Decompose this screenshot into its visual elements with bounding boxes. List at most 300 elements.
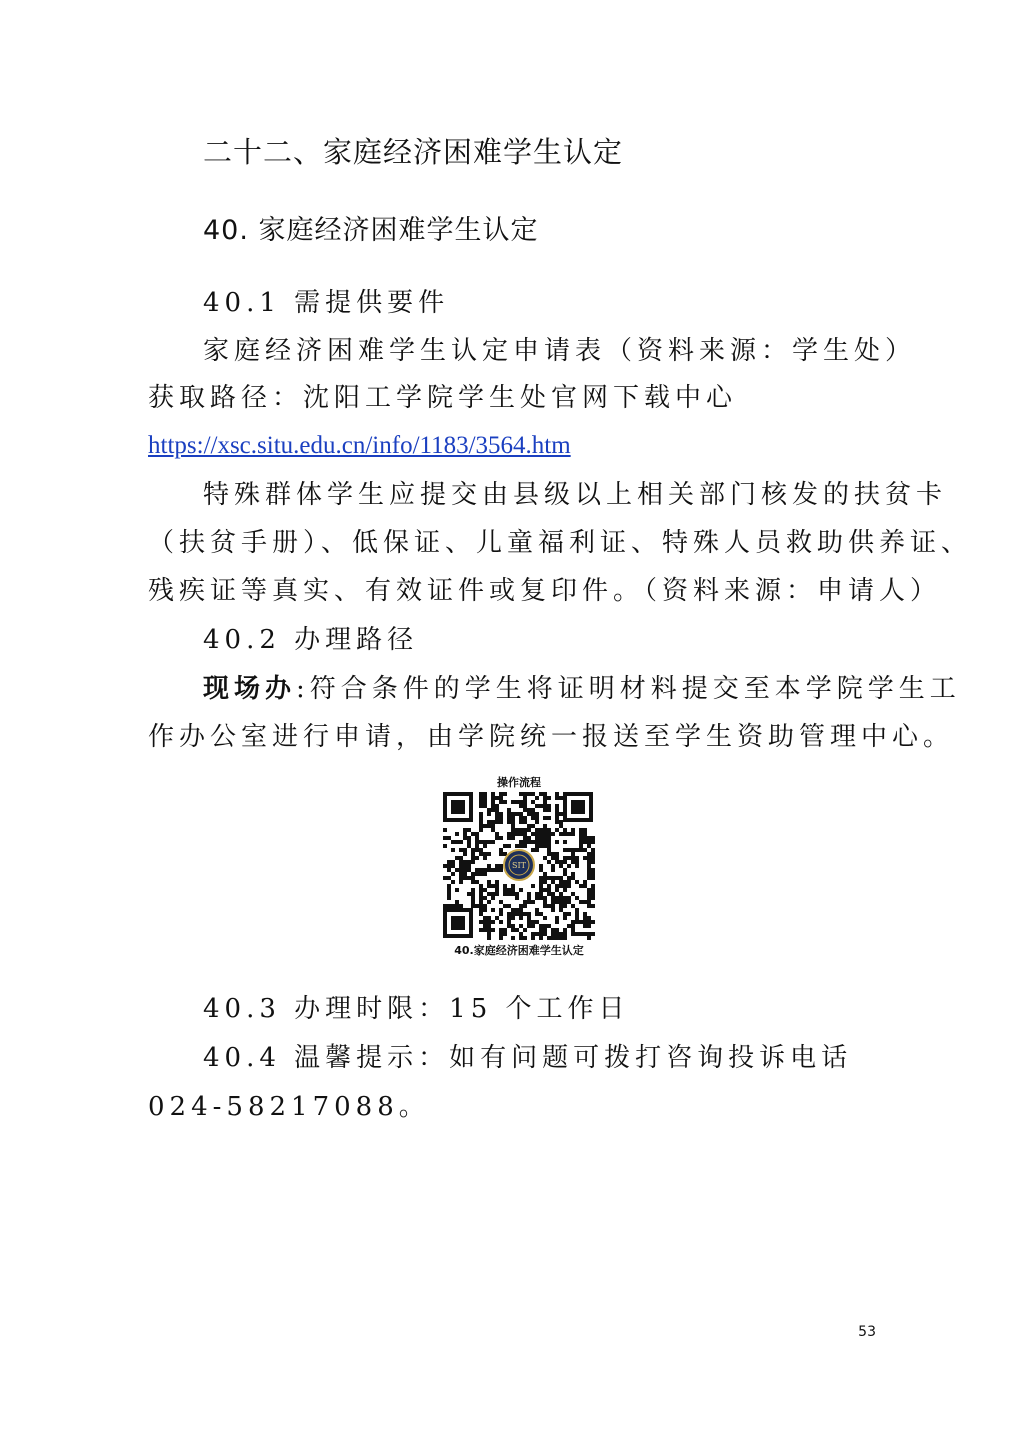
qr-module [527,920,531,924]
qr-module [587,860,591,864]
qr-module [583,840,587,844]
qr-code[interactable] [443,792,595,940]
qr-module [491,796,495,800]
qr-module [571,932,575,936]
qr-module [479,928,483,932]
qr-module [531,808,535,812]
qr-module [563,860,567,864]
qr-module [479,800,483,804]
qr-module [551,892,555,896]
qr-module [583,856,587,860]
qr-module [559,824,563,828]
qr-module [519,904,523,908]
qr-module [487,808,491,812]
qr-module [527,916,531,920]
qr-module [523,912,527,916]
qr-module [547,844,551,848]
qr-module [567,880,571,884]
qr-module [555,816,559,820]
qr-module [507,844,511,848]
qr-module [539,928,543,932]
qr-module [467,876,471,880]
qr-module [511,828,515,832]
qr-module [515,844,519,848]
qr-module [519,932,523,936]
qr-module [587,856,591,860]
qr-module [519,800,523,804]
qr-module [547,804,551,808]
qr-module [479,804,483,808]
page-number: 53 [858,1324,876,1340]
qr-module [483,928,487,932]
qr-module [483,924,487,928]
qr-module [543,904,547,908]
qr-module [551,932,555,936]
qr-module [583,848,587,852]
qr-module [459,856,463,860]
qr-module [567,884,571,888]
qr-module [543,832,547,836]
qr-module [475,872,479,876]
qr-module [535,892,539,896]
qr-module [591,876,595,880]
qr-module [535,840,539,844]
qr-module [571,876,575,880]
qr-module [563,928,567,932]
qr-module [491,804,495,808]
qr-module [471,848,475,852]
qr-module [535,812,539,816]
qr-module [483,792,487,796]
qr-module [463,848,467,852]
qr-module [531,800,535,804]
qr-module [583,900,587,904]
qr-module [559,900,563,904]
qr-module [591,836,595,840]
sub4-line2: 024-58217088。 [148,1092,430,1122]
qr-module [539,844,543,848]
qr-module [443,844,447,848]
qr-module [591,892,595,896]
qr-module [559,876,563,880]
qr-module [575,908,579,912]
qr-module [479,812,483,816]
qr-module [579,900,583,904]
qr-module [479,888,483,892]
qr-module [507,904,511,908]
qr-module [531,920,535,924]
qr-module [495,832,499,836]
qr-module [555,932,559,936]
qr-module [567,876,571,880]
qr-module [547,852,551,856]
qr-module [547,884,551,888]
qr-module [531,840,535,844]
sub1-line1: 家庭经济困难学生认定申请表（资料来源：学生处） [203,336,917,366]
qr-module [535,908,539,912]
qr-module [499,852,503,856]
qr-module [495,864,499,868]
section-title: 二十二、家庭经济困难学生认定 [203,135,624,169]
qr-module [523,816,527,820]
qr-module [519,792,523,796]
sub1-para-line1: 特殊群体学生应提交由县级以上相关部门核发的扶贫卡 [203,480,948,510]
qr-module [511,916,515,920]
qr-module [479,824,483,828]
qr-module [511,836,515,840]
qr-module [563,840,567,844]
qr-module [515,896,519,900]
qr-module [491,908,495,912]
qr-module [547,836,551,840]
qr-module [563,912,567,916]
qr-module [475,836,479,840]
qr-module [455,868,459,872]
qr-module [551,900,555,904]
qr-module [535,820,539,824]
qr-module [523,928,527,932]
qr-module [555,840,559,844]
qr-module [559,896,563,900]
qr-module [459,848,463,852]
qr-module [555,792,559,796]
qr-module [507,812,511,816]
qr-module [479,828,483,832]
qr-module [507,924,511,928]
qr-module [519,828,523,832]
qr-module [535,804,539,808]
qr-module [495,916,499,920]
qr-module [535,796,539,800]
qr-module [459,872,463,876]
qr-module [543,928,547,932]
qr-module [483,844,487,848]
qr-module [495,888,499,892]
qr-module [539,804,543,808]
qr-module [539,884,543,888]
qr-module [511,912,515,916]
qr-module [579,832,583,836]
qr-module [499,848,503,852]
sub2-text-line1: :符合条件的学生将证明材料提交至本学院学生工 [296,674,961,704]
qr-module [587,936,591,940]
qr-module [491,820,495,824]
qr-module [483,904,487,908]
qr-module [559,892,563,896]
qr-module [591,932,595,936]
qr-module [511,936,515,940]
qr-module [567,856,571,860]
qr-module [539,932,543,936]
qr-module [571,924,575,928]
qr-module [547,832,551,836]
qr-module [475,904,479,908]
qr-module [511,908,515,912]
sub1-heading: 40.1 需提供要件 [203,288,450,318]
qr-module [475,844,479,848]
qr-module [575,896,579,900]
qr-module [495,804,499,808]
qr-module [491,868,495,872]
qr-module [523,808,527,812]
download-link[interactable]: https://xsc.situ.edu.cn/info/1183/3564.htm [148,432,571,459]
qr-module [543,796,547,800]
qr-module [539,892,543,896]
qr-module [487,928,491,932]
qr-module [575,848,579,852]
qr-module [539,840,543,844]
qr-module [543,824,547,828]
qr-module [459,864,463,868]
qr-module [507,832,511,836]
sub1-para-line3: 残疾证等真实、有效证件或复印件。（资料来源：申请人） [148,576,942,606]
qr-module [579,932,583,936]
qr-module [483,796,487,800]
qr-module [551,928,555,932]
qr-module [571,872,575,876]
qr-module [503,844,507,848]
qr-module [551,868,555,872]
qr-module [475,868,479,872]
qr-module [523,796,527,800]
qr-module [491,884,495,888]
qr-module [551,852,555,856]
qr-module [583,832,587,836]
qr-module [567,848,571,852]
qr-module [511,888,515,892]
qr-module [447,876,451,880]
qr-module [467,844,471,848]
qr-module [531,824,535,828]
qr-module [515,828,519,832]
qr-module [479,900,483,904]
qr-module [475,856,479,860]
qr-module [451,860,455,864]
qr-module [547,924,551,928]
qr-module [451,840,455,844]
qr-module [551,856,555,860]
qr-module [547,808,551,812]
qr-module [451,904,455,908]
qr-module [555,820,559,824]
qr-module [471,904,475,908]
qr-module [531,932,535,936]
qr-module [451,872,455,876]
qr-module [563,848,567,852]
qr-module [527,924,531,928]
qr-module [571,904,575,908]
qr-module [463,864,467,868]
qr-module [447,836,451,840]
qr-module [555,796,559,800]
qr-module [539,880,543,884]
qr-module [555,900,559,904]
qr-module [547,848,551,852]
qr-module [503,928,507,932]
qr-module [587,844,591,848]
qr-module [455,888,459,892]
sub3-line: 40.3 办理时限：15 个工作日 [203,994,630,1024]
qr-module [499,908,503,912]
qr-module [487,824,491,828]
qr-module [507,888,511,892]
qr-module [479,912,483,916]
qr-module [579,840,583,844]
qr-module [575,920,579,924]
qr-module [543,876,547,880]
qr-module [547,840,551,844]
qr-module [543,828,547,832]
qr-module [479,904,483,908]
qr-module [547,828,551,832]
qr-module [579,836,583,840]
qr-module [555,812,559,816]
qr-module [463,828,467,832]
qr-module [539,836,543,840]
qr-module [555,804,559,808]
qr-module [563,880,567,884]
qr-module [503,800,507,804]
qr-module [567,912,571,916]
qr-module [495,880,499,884]
qr-module [539,936,543,940]
qr-module [499,816,503,820]
qr-module [527,836,531,840]
qr-module [499,800,503,804]
qr-module [539,828,543,832]
qr-module [463,860,467,864]
qr-module [527,840,531,844]
qr-module [499,928,503,932]
qr-module [555,920,559,924]
qr-module [455,832,459,836]
qr-module [531,792,535,796]
qr-module [587,900,591,904]
qr-module [511,928,515,932]
sub2-heading: 40.2 办理路径 [203,625,419,655]
qr-module [591,840,595,844]
qr-module [455,856,459,860]
qr-module [503,884,507,888]
qr-module [575,860,579,864]
qr-module [579,848,583,852]
qr-module [539,864,543,868]
qr-module [563,896,567,900]
qr-module [479,920,483,924]
qr-module [559,812,563,816]
qr-module [539,868,543,872]
qr-module [543,836,547,840]
qr-module [447,904,451,908]
qr-module [563,932,567,936]
qr-module [491,892,495,896]
qr-module [471,852,475,856]
qr-module [531,900,535,904]
qr-module [547,936,551,940]
qr-module [519,832,523,836]
qr-module [587,904,591,908]
qr-module [523,828,527,832]
qr-module [547,904,551,908]
qr-module [507,816,511,820]
qr-module [539,888,543,892]
qr-module [523,900,527,904]
qr-module [543,856,547,860]
qr-module [551,864,555,868]
qr-module [591,856,595,860]
qr-module [591,860,595,864]
qr-module [467,860,471,864]
qr-module [571,848,575,852]
qr-module [519,936,523,940]
qr-module [563,900,567,904]
qr-module [519,844,523,848]
qr-module [459,860,463,864]
qr-module [543,896,547,900]
qr-module [523,904,527,908]
qr-module [487,840,491,844]
qr-module [443,828,447,832]
qr-center-logo-text: SIT [512,861,526,870]
qr-module [587,836,591,840]
qr-module [467,840,471,844]
qr-module [583,920,587,924]
qr-module [471,876,475,880]
qr-module [543,880,547,884]
qr-module [591,872,595,876]
qr-module [523,832,527,836]
qr-module [555,936,559,940]
qr-module [559,936,563,940]
qr-module [511,892,515,896]
qr-module [451,880,455,884]
qr-module [563,916,567,920]
qr-module [555,884,559,888]
qr-module [523,792,527,796]
qr-module [547,860,551,864]
qr-module [559,860,563,864]
qr-module [495,816,499,820]
qr-module [471,880,475,884]
qr-module [483,840,487,844]
qr-module [499,820,503,824]
qr-module [515,812,519,816]
qr-module [503,932,507,936]
qr-module [575,880,579,884]
qr-module [511,924,515,928]
qr-module [559,832,563,836]
qr-module [443,904,447,908]
qr-module [511,824,515,828]
sub2-line1 [203,676,961,702]
qr-module [487,920,491,924]
qr-module [555,828,559,832]
qr-finder-top-right [563,792,593,822]
qr-module [483,872,487,876]
qr-module [499,836,503,840]
qr-module [519,916,523,920]
qr-module [559,796,563,800]
qr-module [483,896,487,900]
qr-module [483,800,487,804]
qr-module [475,840,479,844]
qr-module [543,804,547,808]
qr-module [479,816,483,820]
qr-module [463,852,467,856]
qr-module [487,864,491,868]
qr-module [471,856,475,860]
qr-title: 操作流程 [497,776,541,789]
